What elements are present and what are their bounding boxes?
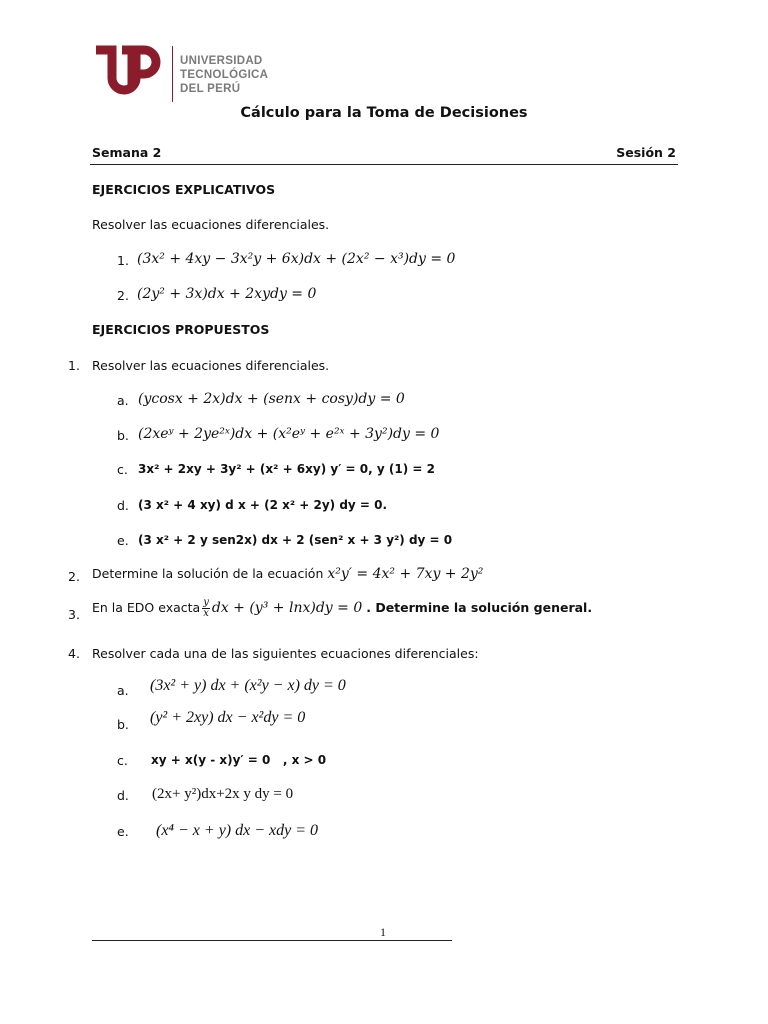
page-number: 1: [380, 925, 386, 939]
fraction-numerator: y: [203, 597, 209, 608]
problem-text-after: . Determine la solución general.: [366, 600, 593, 615]
problem-number: 3.: [68, 607, 80, 622]
item-label: b.: [117, 717, 129, 732]
problem-text: En la EDO exacta: [92, 600, 201, 615]
logo-line-1: UNIVERSIDAD: [180, 55, 263, 67]
item-equation: (3x² + y) dx + (x²y − x) dy = 0: [150, 677, 346, 694]
item-equation: (y² + 2xy) dx − x²dy = 0: [150, 709, 306, 726]
problem-equation: dx + (y³ + lnx)dy = 0: [211, 600, 363, 616]
item-equation: (3 x² + 4 xy) d x + (2 x² + 2y) dy = 0.: [138, 498, 388, 512]
item-equation: (ycosx + 2x)dx + (senx + cosy)dy = 0: [138, 391, 405, 407]
explicativo-number: 2.: [117, 288, 129, 303]
session-label: Sesión 2: [616, 145, 676, 160]
problem-statement: [92, 566, 483, 582]
explicativo-number: 1.: [117, 253, 129, 268]
item-label: d.: [117, 498, 129, 513]
item-label: a.: [117, 393, 129, 408]
item-label: a.: [117, 683, 129, 698]
logo-divider: [172, 46, 173, 102]
logo-line-2: TECNOLÓGICA: [180, 69, 269, 81]
footer-divider: [92, 940, 452, 941]
problem-statement: Resolver cada una de las siguientes ecuaciones diferenciales:: [92, 646, 479, 661]
page-title: Cálculo para la Toma de Decisiones: [240, 105, 528, 121]
logo-line-3: DEL PERÚ: [180, 83, 241, 95]
utp-logo: [92, 44, 282, 106]
problem-statement: [92, 598, 592, 619]
item-label: c.: [117, 753, 128, 768]
problem-number: 2.: [68, 569, 80, 584]
item-label: d.: [117, 788, 129, 803]
header-divider: [90, 164, 678, 165]
item-equation: xy + x(y - x)y′ = 0 , x > 0: [151, 753, 327, 767]
fraction: [202, 598, 210, 619]
item-equation: (3 x² + 2 y sen2x) dx + 2 (sen² x + 3 y²) dy = 0: [138, 533, 453, 547]
logo-text: [180, 54, 268, 96]
item-equation: (x⁴ − x + y) dx − xdy = 0: [156, 822, 319, 839]
problem-statement: Resolver las ecuaciones diferenciales.: [92, 358, 330, 373]
item-equation: (2xeʸ + 2ye²ˣ)dx + (x²eʸ + e²ˣ + 3y²)dy = 0: [138, 426, 440, 442]
utp-monogram-icon: [92, 44, 164, 106]
item-label: e.: [117, 824, 129, 839]
problem-equation: x²y′ = 4x² + 7xy + 2y²: [327, 566, 484, 582]
item-equation: 3x² + 2xy + 3y² + (x² + 6xy) y′ = 0, y (1) = 2: [138, 462, 435, 476]
fraction-denominator: x: [203, 608, 209, 619]
explicativo-equation: (3x² + 4xy − 3x²y + 6x)dx + (2x² − x³)dy = 0: [137, 251, 456, 267]
problem-number: 4.: [68, 646, 80, 661]
section-heading-explicativos: EJERCICIOS EXPLICATIVOS: [92, 182, 276, 197]
item-label: c.: [117, 462, 128, 477]
week-label: Semana 2: [92, 145, 162, 160]
explicativo-equation: (2y² + 3x)dx + 2xydy = 0: [137, 286, 317, 302]
item-label: e.: [117, 533, 129, 548]
problem-number: 1.: [68, 358, 80, 373]
item-label: b.: [117, 428, 129, 443]
problem-text: Determine la solución de la ecuación: [92, 566, 324, 581]
explicativos-intro: Resolver las ecuaciones diferenciales.: [92, 217, 330, 232]
item-equation: (2x+ y²)dx+2x y dy = 0: [152, 786, 294, 802]
section-heading-propuestos: EJERCICIOS PROPUESTOS: [92, 322, 270, 337]
